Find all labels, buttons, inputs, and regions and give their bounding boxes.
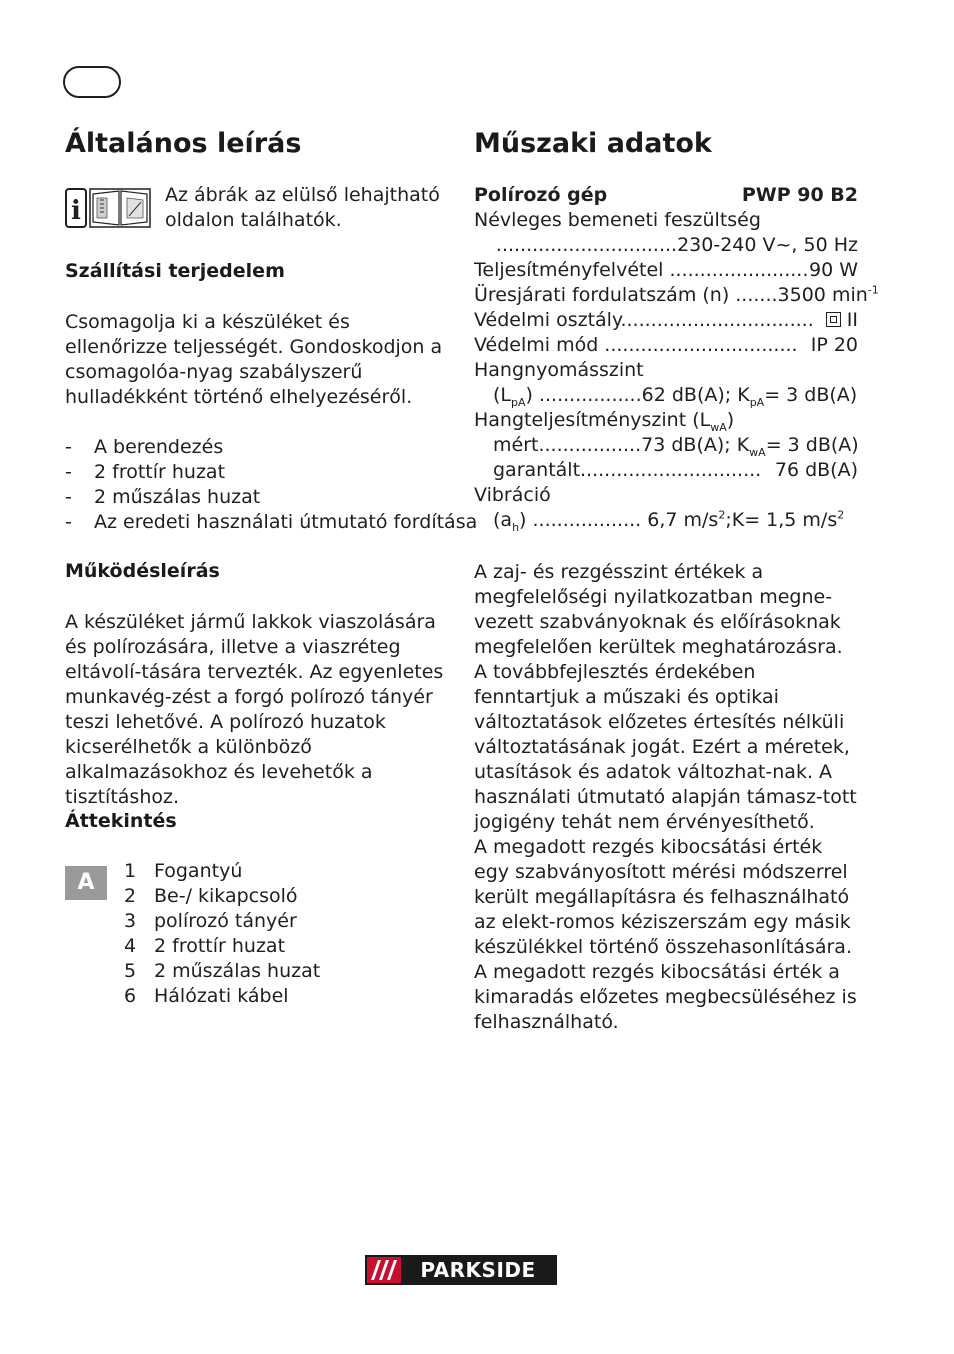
legend-item: 2 Be-/ kikapcsoló (124, 885, 298, 907)
legend-item: 4 2 frottír huzat (124, 935, 286, 957)
legend-item: 3 polírozó tányér (124, 910, 297, 932)
protection-class-value: II (826, 308, 858, 333)
power-value: 90 W (808, 259, 858, 281)
vibration-label: Vibráció (474, 484, 551, 506)
parkside-logo: PARKSIDE (365, 1255, 557, 1285)
sound-power-label: Hangteljesítményszint $(L_{wA})$ (474, 409, 735, 434)
legend-item: 1 Fogantyú (124, 860, 243, 882)
changes-paragraph: A továbbfejlesztés érdekében fenntartjuk a műszaki és optikai változtatások előzetes értesítés nélküli változtatásának jogát. Ezért a méretek, utasítások és adatok változhat-nak. A használati útmutató alapján támasz-tott jogigény tehát nem érvényesíthető. (474, 661, 857, 833)
protection-type-label: Védelmi mód ................................ (474, 334, 798, 356)
model-number: PWP 90 B2 (741, 184, 858, 206)
list-item: - A berendezés (65, 435, 450, 460)
delivery-text: Csomagolja ki a készüléket és ellenőrizze teljességét. Gondoskodjon a csomagolóa-nyag szabályszerű hulladékként történő elhelyezéséről. (65, 311, 443, 408)
sound-pressure-label: Hangnyomásszint (474, 359, 644, 381)
list-item: - 2 frottír huzat (65, 460, 450, 485)
protection-type-value: IP 20 (810, 334, 858, 356)
legend-item: 5 2 műszálas huzat (124, 960, 321, 982)
sound-power-measured: mért.................73 dB(A); $K_{wA}= 3$ dB(A) (493, 434, 859, 459)
delivery-heading: Szállítási terjedelem (65, 260, 285, 282)
noise-paragraph: A zaj- és rezgésszint értékek a megfelelőségi nyilatkozatban megne-vezett szabványoknak és előírásoknak megfelelően kerültek meghatározásra. (474, 561, 843, 658)
vibration-paragraph-1: A megadott rezgés kibocsátási érték egy szabványosított mérési módszerrel került megállapításra és felhasználható az elekt-romos kéziszerszám egy másik készülékkel történő összehasonlítására. (474, 836, 852, 958)
delivery-list (65, 435, 478, 535)
figure-a-badge: A (65, 866, 107, 900)
sound-pressure-value: $(L_{pA})$ .................62 dB(A); $K_{pA}= 3$ dB(A) (493, 384, 858, 409)
function-heading: Működésleírás (65, 560, 220, 582)
svg-text:i: i (71, 196, 81, 226)
voltage-label: Névleges bemeneti feszültség (474, 209, 761, 231)
protection-class-label: Védelmi osztály................................ (474, 309, 814, 331)
speed-label: Üresjárati fordulatszám (n) .......3500 $\min^{-1}$ (474, 283, 879, 306)
product-label: Polírozó gép (474, 184, 608, 206)
legend-item: 6 Hálózati kábel (124, 985, 289, 1007)
list-item: - Az eredeti használati útmutató fordítása (65, 510, 450, 535)
parts-legend (124, 859, 320, 1009)
spec-table (474, 183, 879, 534)
sound-power-guaranteed-label: garantált.............................. (493, 459, 762, 481)
technical-data-title: Műszaki adatok (474, 128, 712, 159)
info-booklet-icon (65, 188, 152, 228)
power-label: Teljesítményfelvétel ....................... (474, 259, 809, 281)
info-text: Az ábrák az elülső lehajtható oldalon találhatók. (165, 184, 440, 231)
function-text: A készüléket jármű lakkok viaszolására és polírozására, illetve a viaszréteg eltávolí-tására tervezték. Az egyenletes munkavég-zést a forgó polírozó tányér teszi lehetővé. A polírozó huzatok kicserélhetők a különböző alkalmazásokhoz és levehetők a tisztításhoz. (65, 611, 444, 808)
overview-heading: Áttekintés (65, 810, 177, 832)
sound-power-guaranteed-value: 76 dB(A) (774, 459, 858, 481)
general-description-title: Általános leírás (65, 128, 302, 159)
double-insulation-icon (826, 312, 841, 327)
vibration-paragraph-2: A megadott rezgés kibocsátási érték a kimaradás előzetes megbecsüléséhez is felhasználható. (474, 961, 857, 1033)
list-item: - 2 műszálas huzat (65, 485, 450, 510)
voltage-value: ..............................230-240 V~, 50 Hz (495, 234, 858, 256)
product-row (474, 183, 858, 208)
vibration-value: $(a_h)$ .................. 6,7 $m/s^2;K= 1,5$ $m/s^2$ (493, 508, 845, 534)
language-badge (63, 66, 121, 98)
